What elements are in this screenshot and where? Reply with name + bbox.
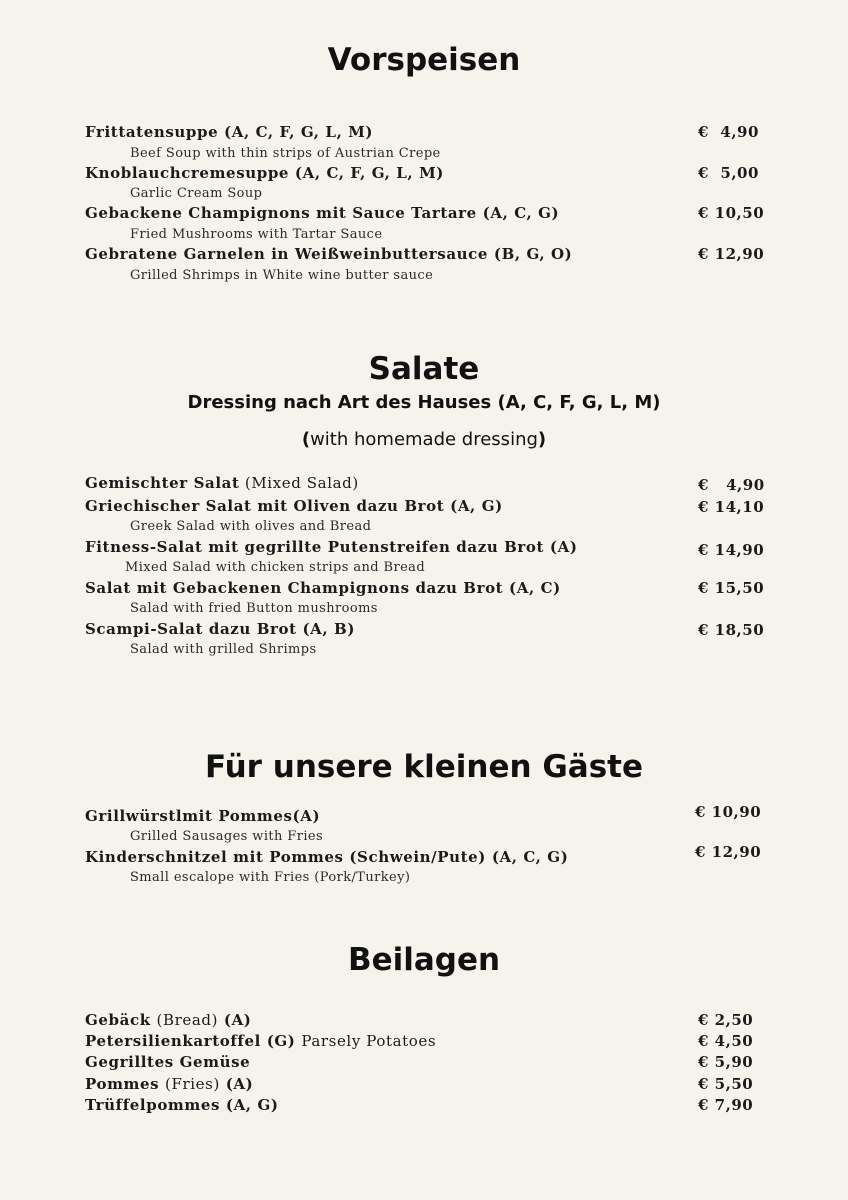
menu-item-price: € 2,50: [698, 1011, 754, 1029]
salate-title: Salate: [368, 351, 480, 387]
menu-item-price: € 12,90: [695, 843, 762, 861]
kinder-title: Für unsere kleinen Gäste: [204, 749, 643, 785]
menu-item-price: € 10,90: [695, 803, 762, 821]
menu-item-price: € 14,10: [698, 498, 765, 516]
menu-item-price: € 18,50: [698, 621, 765, 639]
menu-item-name: Trüffelpommes (A, G): [85, 1096, 279, 1114]
menu-item-name: Scampi-Salat dazu Brot (A, B): [85, 620, 356, 638]
menu-item-name: Grillwürstlmit Pommes(A): [85, 807, 321, 825]
menu-item-name: Griechischer Salat mit Oliven dazu Brot (A, G): [85, 497, 503, 515]
menu-item-description: Mixed Salad with chicken strips and Bread: [125, 560, 426, 575]
menu-item-price: € 12,90: [698, 245, 765, 263]
menu-item-description: Small escalope with Fries (Pork/Turkey): [130, 870, 411, 885]
menu-item-price: € 5,00: [698, 164, 759, 182]
menu-item-price: € 4,50: [698, 1032, 754, 1050]
menu-item-name: Gebäck (Bread) (A): [85, 1011, 252, 1029]
menu-item-price: € 5,50: [698, 1075, 754, 1093]
menu-item-description: Grilled Shrimps in White wine butter sauce: [130, 268, 434, 283]
menu-item-description: Salad with grilled Shrimps: [130, 642, 317, 657]
menu-item-description: Salad with fried Button mushrooms: [130, 601, 378, 616]
menu-item-name: Frittatensuppe (A, C, F, G, L, M): [85, 123, 374, 141]
menu-item-price: € 7,90: [698, 1096, 754, 1114]
menu-item-price: € 4,90: [698, 123, 759, 141]
menu-item-name: Salat mit Gebackenen Champignons dazu Brot (A, C): [85, 579, 561, 597]
menu-item-name: Petersilienkartoffel (G) Parsely Potatoes: [85, 1032, 437, 1050]
menu-item-name: Gebratene Garnelen in Weißweinbuttersauce (B, G, O): [85, 245, 573, 263]
beilagen-title: Beilagen: [347, 942, 501, 978]
menu-item-name: Pommes (Fries) (A): [85, 1075, 254, 1093]
vorspeisen-title: Vorspeisen: [327, 42, 521, 78]
menu-item-name: Gebackene Champignons mit Sauce Tartare (A, C, G): [85, 204, 560, 222]
salate-dressing-note: Dressing nach Art des Hauses (A, C, F, G, L, M): [187, 392, 661, 413]
menu-item-price: € 14,90: [698, 541, 765, 559]
menu-item-name: Knoblauchcremesuppe (A, C, F, G, L, M): [85, 164, 444, 182]
menu-item-description: Fried Mushrooms with Tartar Sauce: [130, 227, 383, 242]
menu-item-description: Greek Salad with olives and Bread: [130, 519, 372, 534]
menu-item-price: € 15,50: [698, 579, 765, 597]
menu-item-name: Fitness-Salat mit gegrillte Putenstreifen dazu Brot (A): [85, 538, 578, 556]
menu-item-name: Gemischter Salat (Mixed Salad): [85, 474, 359, 492]
menu-item-name: Gegrilltes Gemüse: [85, 1053, 251, 1071]
menu-item-description: Beef Soup with thin strips of Austrian Crepe: [130, 146, 441, 161]
menu-item-description: Garlic Cream Soup: [130, 186, 263, 201]
salate-dressing-translation: (with homemade dressing): [301, 429, 547, 450]
menu-item-description: Grilled Sausages with Fries: [130, 829, 324, 844]
menu-item-price: € 10,50: [698, 204, 765, 222]
menu-item-price: € 5,90: [698, 1053, 754, 1071]
menu-item-price: € 4,90: [698, 476, 765, 494]
menu-item-name: Kinderschnitzel mit Pommes (Schwein/Pute) (A, C, G): [85, 848, 569, 866]
